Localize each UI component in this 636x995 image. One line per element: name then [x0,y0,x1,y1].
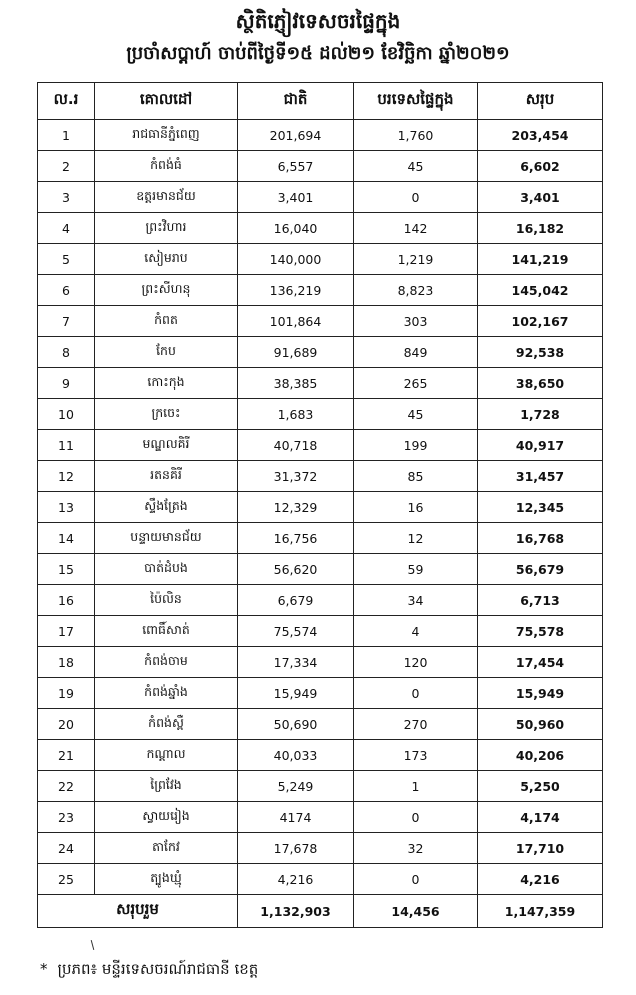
row-destination: កំពង់ចាម [95,647,238,678]
row-number: 5 [38,244,95,275]
row-number: 6 [38,275,95,306]
row-destination: កំពង់ឆ្នាំង [95,678,238,709]
row-foreign: 1 [354,771,478,802]
row-national: 3,401 [238,182,354,213]
row-foreign: 270 [354,709,478,740]
summary-total: 1,147,359 [478,895,603,928]
row-destination: ស្វាយរៀង [95,802,238,833]
row-national: 17,678 [238,833,354,864]
table-row [38,616,603,647]
row-foreign: 173 [354,740,478,771]
row-destination: ក្រចេះ [95,399,238,430]
footnote-marker: * [40,960,48,978]
row-foreign: 12 [354,523,478,554]
row-destination: ព្រះវិហារ [95,213,238,244]
row-destination: សៀមរាប [95,244,238,275]
row-number: 3 [38,182,95,213]
table-row [38,554,603,585]
table-row [38,461,603,492]
row-number: 10 [38,399,95,430]
row-total: 16,768 [478,523,603,554]
row-total: 141,219 [478,244,603,275]
table-row [38,647,603,678]
row-total: 145,042 [478,275,603,306]
row-total: 6,602 [478,151,603,182]
table-row [38,523,603,554]
row-total: 56,679 [478,554,603,585]
row-foreign: 34 [354,585,478,616]
row-destination: កំពង់ស្ពឺ [95,709,238,740]
table-row [38,337,603,368]
row-number: 18 [38,647,95,678]
table-row [38,399,603,430]
table-row [38,182,603,213]
row-total: 40,917 [478,430,603,461]
row-number: 8 [38,337,95,368]
document-title: ស្ថិតិភ្ញៀវទេសចរផ្ទៃក្នុង [235,9,401,33]
row-number: 23 [38,802,95,833]
header-destination: គោលដៅ [95,83,238,120]
row-number: 21 [38,740,95,771]
row-total: 17,710 [478,833,603,864]
row-national: 201,694 [238,120,354,151]
row-total: 6,713 [478,585,603,616]
summary-row [38,895,603,928]
row-foreign: 0 [354,864,478,895]
row-national: 40,718 [238,430,354,461]
row-foreign: 16 [354,492,478,523]
header-total: សរុប [478,83,603,120]
row-destination: មណ្ឌលគិរី [95,430,238,461]
row-destination: ពោធិ៍សាត់ [95,616,238,647]
row-number: 17 [38,616,95,647]
table-row [38,492,603,523]
tourist-statistics-table [37,82,603,928]
row-foreign: 1,760 [354,120,478,151]
row-total: 17,454 [478,647,603,678]
row-total: 1,728 [478,399,603,430]
row-destination: កំពត [95,306,238,337]
table-row [38,709,603,740]
row-national: 4,216 [238,864,354,895]
row-foreign: 4 [354,616,478,647]
row-total: 3,401 [478,182,603,213]
row-total: 4,216 [478,864,603,895]
row-foreign: 265 [354,368,478,399]
table-row [38,740,603,771]
row-national: 1,683 [238,399,354,430]
row-destination: ស្ទឹងត្រែង [95,492,238,523]
row-national: 15,949 [238,678,354,709]
row-destination: កែប [95,337,238,368]
table-body [38,120,603,895]
row-national: 40,033 [238,740,354,771]
row-foreign: 0 [354,182,478,213]
row-destination: ព្រះសីហនុ [95,275,238,306]
row-destination: កំពង់ធំ [95,151,238,182]
row-foreign: 1,219 [354,244,478,275]
row-foreign: 0 [354,802,478,833]
row-total: 38,650 [478,368,603,399]
row-destination: រតនគិរី [95,461,238,492]
document-subtitle: ប្រចាំសប្តាហ៍ ចាប់ពីថ្ងៃទី១៥ ដល់២១ ខែវិច្ឆិកា ឆ្នាំ២០២១ [126,43,510,64]
summary-foreign: 14,456 [354,895,478,928]
source-footnote [40,958,258,980]
row-number: 13 [38,492,95,523]
row-number: 4 [38,213,95,244]
table-row [38,864,603,895]
row-foreign: 8,823 [354,275,478,306]
row-total: 4,174 [478,802,603,833]
row-national: 16,040 [238,213,354,244]
row-national: 5,249 [238,771,354,802]
row-foreign: 142 [354,213,478,244]
summary-national: 1,132,903 [238,895,354,928]
row-destination: ត្បូងឃ្មុំ [95,864,238,895]
table-row [38,771,603,802]
row-total: 16,182 [478,213,603,244]
row-number: 1 [38,120,95,151]
row-destination: ព្រៃវែង [95,771,238,802]
row-foreign: 303 [354,306,478,337]
row-number: 25 [38,864,95,895]
row-national: 101,864 [238,306,354,337]
row-national: 136,219 [238,275,354,306]
footnote-text: ប្រភព៖ មន្ទីរទេសចរណ៍រាជធានី ខេត្ត [57,960,259,978]
header-foreign-domestic: បរទេសផ្ទៃក្នុង [354,83,478,120]
row-number: 19 [38,678,95,709]
row-foreign: 45 [354,151,478,182]
row-national: 17,334 [238,647,354,678]
table-row [38,802,603,833]
table-row [38,244,603,275]
table-row [38,306,603,337]
row-number: 15 [38,554,95,585]
row-number: 16 [38,585,95,616]
row-destination: ប៉ៃលិន [95,585,238,616]
summary-label: សរុបរួម [38,895,238,928]
row-national: 56,620 [238,554,354,585]
row-foreign: 199 [354,430,478,461]
row-total: 102,167 [478,306,603,337]
row-number: 24 [38,833,95,864]
table-row [38,213,603,244]
table-header-row [38,83,603,120]
table-row [38,430,603,461]
row-national: 31,372 [238,461,354,492]
table-row [38,120,603,151]
row-national: 75,574 [238,616,354,647]
row-total: 31,457 [478,461,603,492]
row-national: 6,679 [238,585,354,616]
row-foreign: 85 [354,461,478,492]
row-national: 16,756 [238,523,354,554]
row-national: 4174 [238,802,354,833]
row-total: 50,960 [478,709,603,740]
row-number: 12 [38,461,95,492]
header-number: ល.រ [38,83,95,120]
row-destination: តាកែវ [95,833,238,864]
row-total: 5,250 [478,771,603,802]
pen-mark [91,940,95,950]
row-national: 140,000 [238,244,354,275]
row-total: 203,454 [478,120,603,151]
row-number: 9 [38,368,95,399]
row-national: 6,557 [238,151,354,182]
table-row [38,585,603,616]
row-total: 75,578 [478,616,603,647]
row-number: 11 [38,430,95,461]
row-foreign: 59 [354,554,478,585]
row-destination: បន្ទាយមានជ័យ [95,523,238,554]
header-national: ជាតិ [238,83,354,120]
row-destination: ឧត្តរមានជ័យ [95,182,238,213]
row-national: 12,329 [238,492,354,523]
row-number: 22 [38,771,95,802]
table-row [38,275,603,306]
row-national: 91,689 [238,337,354,368]
row-destination: បាត់ដំបង [95,554,238,585]
row-number: 20 [38,709,95,740]
row-number: 7 [38,306,95,337]
row-total: 92,538 [478,337,603,368]
row-number: 14 [38,523,95,554]
row-total: 12,345 [478,492,603,523]
row-foreign: 0 [354,678,478,709]
table-row [38,368,603,399]
row-total: 40,206 [478,740,603,771]
row-destination: កណ្តាល [95,740,238,771]
row-national: 38,385 [238,368,354,399]
table-row [38,678,603,709]
table-row [38,151,603,182]
row-destination: កោះកុង [95,368,238,399]
row-total: 15,949 [478,678,603,709]
row-foreign: 45 [354,399,478,430]
row-number: 2 [38,151,95,182]
row-national: 50,690 [238,709,354,740]
row-destination: រាជធានីភ្នំពេញ [95,120,238,151]
row-foreign: 849 [354,337,478,368]
row-foreign: 32 [354,833,478,864]
row-foreign: 120 [354,647,478,678]
table-row [38,833,603,864]
